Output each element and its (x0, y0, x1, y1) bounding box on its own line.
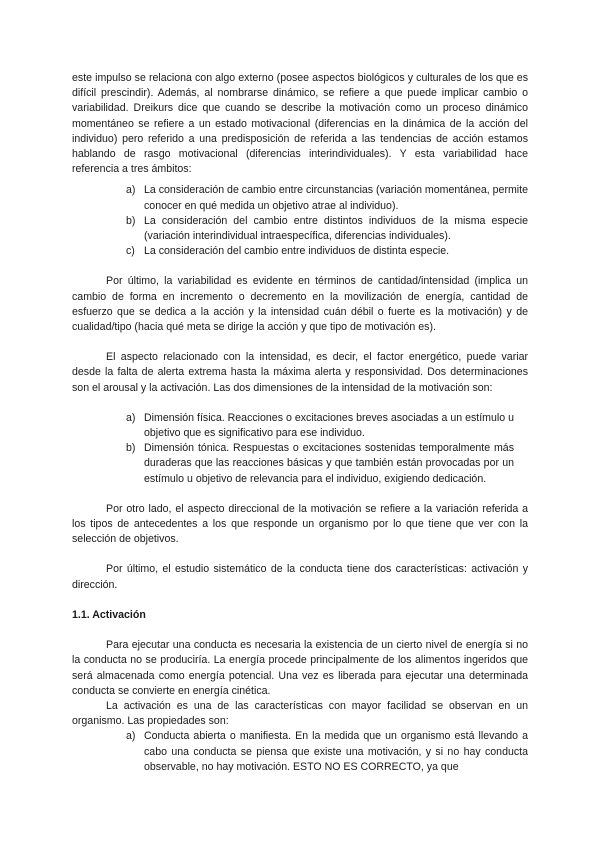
list-propiedades (72, 729, 528, 775)
list-marker: c) (126, 245, 135, 258)
list-item-text: La consideración de cambio entre circunstancias (variación momentánea, permite conocer en qué medida un objetivo atrae al individuo). (144, 184, 528, 212)
list-item-text: Dimensión tónica. Respuestas o excitaciones sostenidas temporalmente más duraderas que las reacciones básicas y que también están provocadas por un estímulo u objetivo de relevancia para el individuo, exigiendo dedicación. (144, 442, 514, 485)
list-ambitos (72, 183, 528, 259)
paragraph-4: Por otro lado, el aspecto direccional de la motivación se refiere a la variación referida a los tipos de antecedentes a los que responde un organismo por lo que tiene que ver con la selección de objetivos. (72, 502, 528, 546)
list-dimensiones (72, 411, 528, 487)
list-item (72, 729, 528, 775)
list-marker: b) (126, 442, 136, 455)
list-item-text: La consideración del cambio entre distintos individuos de la misma especie (variación interindividual intraespecífica, diferencias individuales). (144, 214, 528, 243)
list-marker: b) (126, 214, 136, 227)
list-item (72, 214, 528, 244)
document-page (72, 71, 528, 775)
list-item (72, 441, 528, 487)
paragraph-6: Para ejecutar una conducta es necesaria la existencia de un cierto nivel de energía si no la conducta no se produciría. La energía procede principalmente de los alimentos ingeridos que será almacenada como energía potencial. Una vez es liberada para ejecutar una determinada conducta se convierte en energía cinética. (72, 639, 528, 697)
section-heading: 1.1. Activación (72, 608, 146, 621)
list-marker: a) (126, 184, 136, 197)
list-item-text: La consideración del cambio entre individuos de distinta especie. (144, 245, 450, 258)
list-item (72, 183, 528, 213)
paragraph-3: El aspecto relacionado con la intensidad, es decir, el factor energético, puede variar desde la falta de alerta extrema hasta la máxima alerta y responsividad. Dos determinaciones son el arousal y la activación. Las dos dimensiones de la intensidad de la motivación son: (72, 351, 528, 394)
paragraph-7: La activación es una de las características con mayor facilidad se observan en un organismo. Las propiedades son: (72, 699, 528, 728)
list-item-text: Dimensión física. Reacciones o excitaciones breves asociadas a un estímulo u objetivo que es significativo para ese individuo. (144, 411, 514, 440)
list-item (72, 411, 528, 441)
paragraph-2: Por último, la variabilidad es evidente en términos de cantidad/intensidad (implica un cambio de forma en incremento o decremento en la movilización de energía, cantidad de esfuerzo que se dedica a la acción y la intensidad cuán débil o fuerte es la motivación) y de cualidad/tipo (hacia qué meta se dirige la acción y que tipo de motivación es). (72, 275, 528, 334)
paragraph-5: Por último, el estudio sistemático de la conducta tiene dos características: activación y dirección. (72, 563, 528, 591)
list-item-text: Conducta abierta o manifiesta. En la medida que un organismo está llevando a cabo una conducta se piensa que existe una motivación, y si no hay conducta observable, no hay motivación. ESTO NO ES CORRECTO, ya que (144, 730, 528, 773)
paragraph-1: este impulso se relaciona con algo externo (posee aspectos biológicos y culturales de los que es difícil prescindir). Además, al nombrarse dinámico, se refiere a que puede implicar cambio o variabilidad. Dreikurs dice que cuando se describe la motivación como un proceso dinámico momentáneo se refiere a un estado motivacional (diferencias en la dinámica de la acción del individuo) pero referido a una predisposición de referida a las tendencias de acción estamos hablando de rasgo motivacional (diferencias interindividuales). Y esta variabilidad hace referencia a tres ámbitos: (72, 72, 528, 176)
list-item (72, 244, 528, 259)
list-marker: a) (126, 730, 136, 743)
list-marker: a) (126, 411, 136, 424)
